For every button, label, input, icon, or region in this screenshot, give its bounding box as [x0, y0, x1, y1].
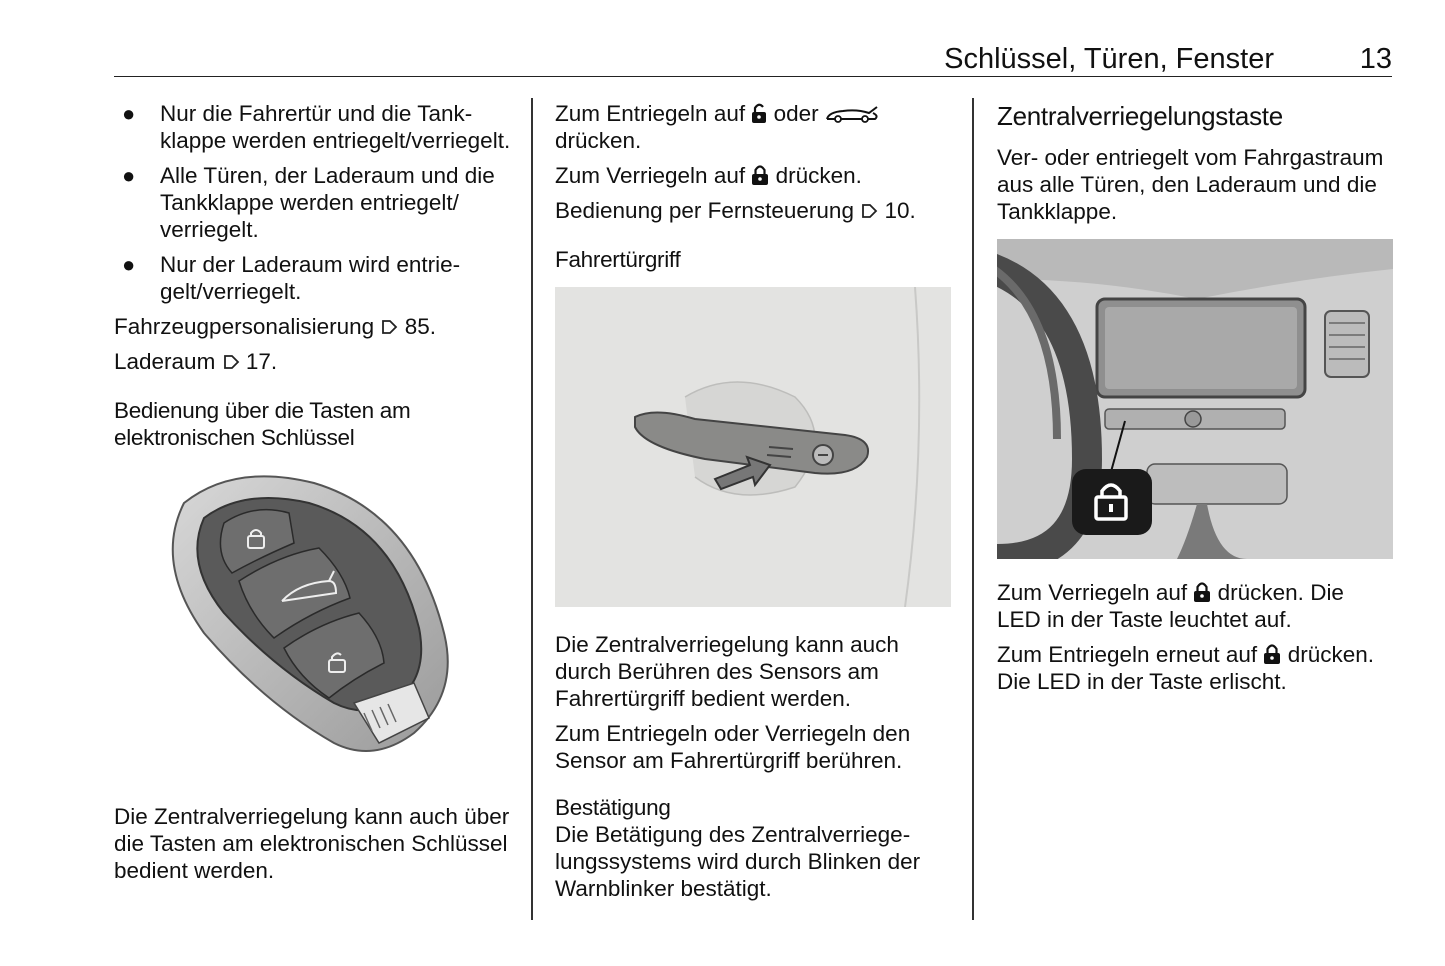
caption: Die Zentralverriegelung kann auch über die Tasten am elektronischen Schlüssel bedient werden. [114, 804, 510, 883]
column-divider [531, 98, 533, 920]
door-handle-illustration [555, 287, 951, 607]
list-item: ● Nur der Laderaum wird entriegelt/verriegelt. [122, 252, 461, 304]
chapter-title: Schlüssel, Türen, Fenster [944, 43, 1274, 75]
dashboard-illustration [997, 239, 1393, 559]
paragraph: Zum Verriegeln auf drücken. Die LED in der Taste leuchtet auf. [997, 580, 1344, 632]
column-left [114, 100, 514, 892]
page-number: 13 [1359, 43, 1392, 75]
list-item: ● Nur die Fahrertür und die Tankklappe werden entriegelt/verriegelt. [122, 101, 511, 153]
paragraph: Zum Entriegeln erneut auf drücken. Die LED in der Taste erlischt. [997, 642, 1374, 694]
section-heading: Zentralverriegelungstaste [997, 101, 1283, 131]
sub-heading: Bestätigung [555, 795, 671, 820]
cross-reference[interactable]: Fahrzeugpersonalisierung 85. [114, 314, 436, 339]
list-item: ● Alle Türen, der Laderaum und die Tankklappe werden entriegelt/ verriegelt. [122, 163, 495, 242]
key-fob-illustration [114, 463, 510, 781]
lock-icon [1263, 643, 1281, 665]
paragraph: Die Zentralverriegelung kann auch durch Berühren des Sensors am Fahrertürgriff bedient werden. [555, 632, 899, 711]
unlock-icon [751, 102, 767, 124]
paragraph: Zum Verriegeln auf drücken. [555, 163, 862, 188]
cross-reference[interactable]: Bedienung per Fernsteuerung 10. [555, 198, 916, 223]
paragraph: Ver- oder entriegelt vom Fahrgastraum aus alle Türen, den Laderaum und die Tankklappe. [997, 145, 1384, 224]
trunk-icon [825, 104, 881, 124]
cross-reference[interactable]: Laderaum 17. [114, 349, 278, 374]
section-heading: Fahrertürgriff [555, 247, 681, 272]
column-right [997, 100, 1393, 703]
option-list [114, 100, 514, 305]
lock-icon [1193, 581, 1211, 603]
paragraph: Zum Entriegeln oder Verriegeln den Sensor am Fahrertürgriff berühren. [555, 721, 911, 773]
column-middle [555, 100, 951, 910]
section-heading: Bedienung über die Tasten am elektronischen Schlüssel [114, 398, 411, 450]
paragraph: Die Betätigung des Zentralverriegelungssystems wird durch Blinken der Warnblinker bestätigt. [555, 822, 921, 901]
column-divider [972, 98, 974, 920]
page-reference-icon [222, 353, 240, 371]
page-reference-icon [380, 318, 398, 336]
lock-icon [751, 164, 769, 186]
page-reference-icon [860, 202, 878, 220]
paragraph: Zum Entriegeln auf oder drücken. [555, 100, 951, 154]
page-header [114, 40, 1392, 77]
